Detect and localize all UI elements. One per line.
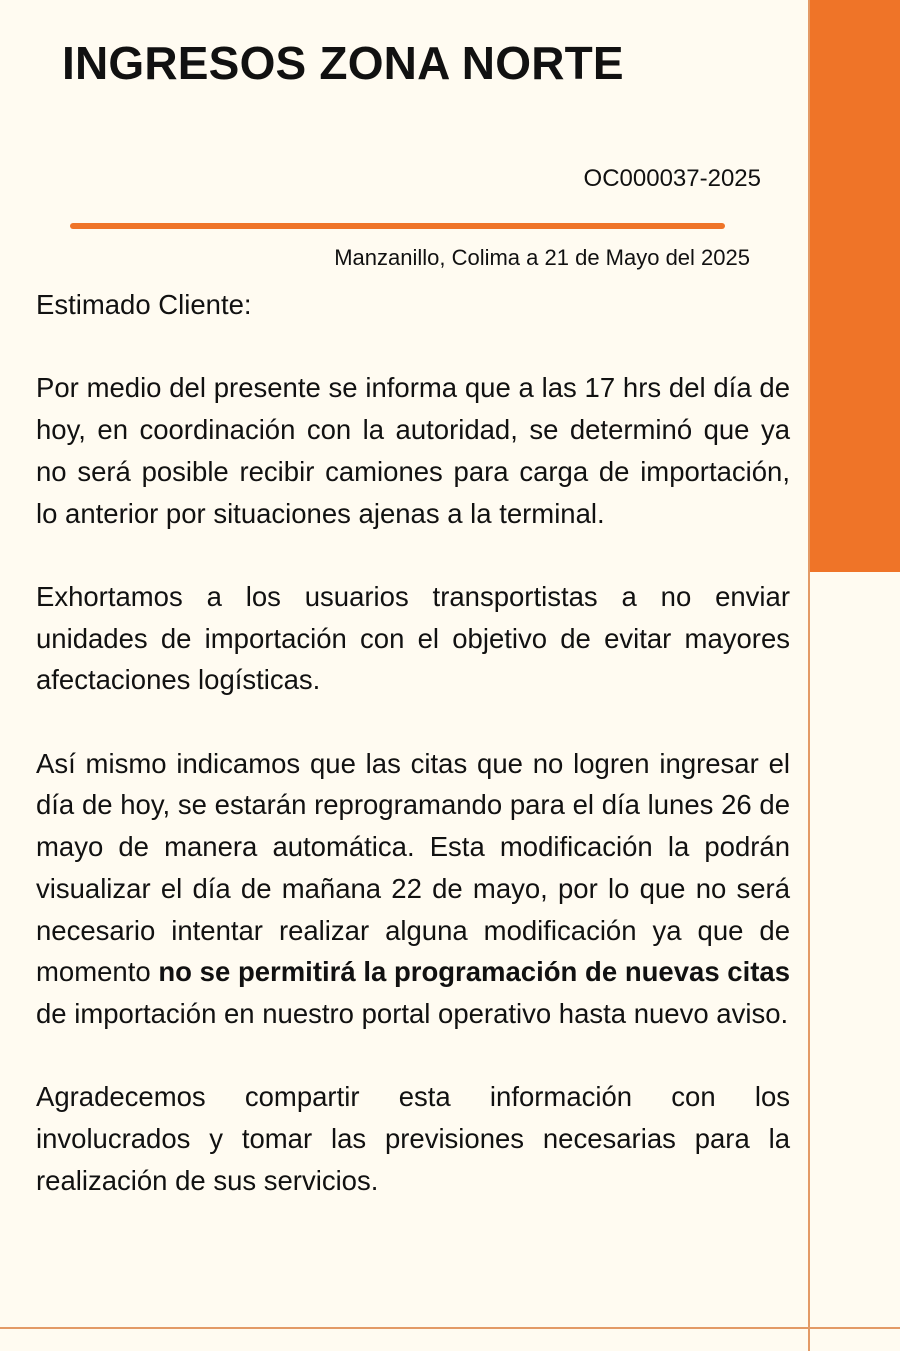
greeting: Estimado Cliente: xyxy=(36,289,252,320)
decorative-orange-bar xyxy=(810,0,900,572)
paragraph-rescheduling xyxy=(36,743,790,1035)
letter-body xyxy=(36,284,790,1201)
paragraph-closing: Agradecemos compartir esta información con los involucrados y tomar las previsiones necesarias para la realización de sus servicios. xyxy=(36,1081,790,1196)
document-title: INGRESOS ZONA NORTE xyxy=(62,37,624,89)
paragraph-exhortation: Exhortamos a los usuarios transportistas a no enviar unidades de importación con el objetivo de evitar mayores afectaciones logísticas. xyxy=(36,580,790,696)
document-number: OC000037-2025 xyxy=(583,165,761,192)
rescheduling-emphasis: no se permitirá la programación de nuevas citas xyxy=(158,956,790,988)
paragraph-closure-notice: Por medio del presente se informa que a las 17 hrs del día de hoy, en coordinación con la autoridad, se determinó que ya no será posible recibir camiones para carga de importación, lo anterior por situaciones ajenas a la terminal. xyxy=(36,372,790,529)
place-date: Manzanillo, Colima a 21 de Mayo del 2025 xyxy=(334,245,750,270)
header-divider xyxy=(70,223,725,229)
decorative-vertical-rule xyxy=(808,0,810,1351)
decorative-bottom-rule xyxy=(0,1327,900,1329)
rescheduling-text-end: de importación en nuestro portal operativo hasta nuevo aviso. xyxy=(36,997,789,1029)
rescheduling-text-start: Así mismo indicamos que las citas que no logren ingresar el día de hoy, se estarán reprogramando para el día lunes 26 de mayo de manera automática. Esta modificación la podrán visualizar el día de mañana 22 de mayo, por lo que no será necesario intentar realizar alguna modificación ya que de momento xyxy=(36,747,790,988)
